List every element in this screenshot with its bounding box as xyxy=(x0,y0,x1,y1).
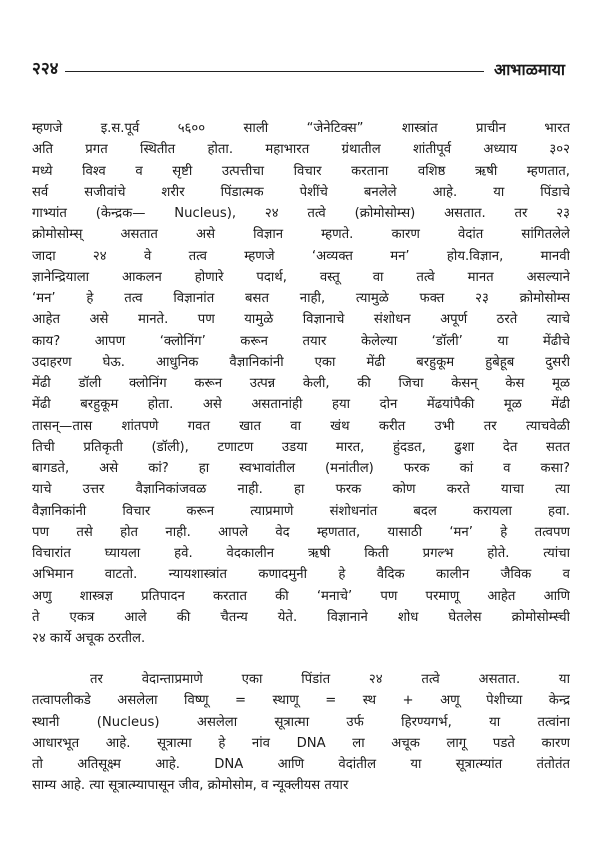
text-line: याचे उत्तर वैज्ञानिकांजवळ नाही. हा फरक कोण करते याचा त्या xyxy=(32,482,570,498)
text-line: ‘मन’ हे तत्व विज्ञानांत बसत नाही, त्यामुळे फक्त २३ क्रोमोसोम्स xyxy=(32,291,570,306)
text-line: मेंढी डॉली क्लोनिंग करून उत्पन्न केली, की जिचा केसन् केस मूळ xyxy=(32,376,570,391)
text-line: साम्य आहे. त्या सूत्रात्म्यापासून जीव, क्रोमोसोम, व न्यूक्लीयस तयार xyxy=(32,778,349,794)
text-line: तत्वापलीकडे असलेला विष्णू = स्थाणू = स्थ + अणू पेशीच्या केन्द्र xyxy=(32,693,570,709)
text-line: तासन्—तास शांतपणे गवत खात वा खंथ करीत उभी तर त्याचवेळी xyxy=(32,418,570,434)
text-line: म्हणजे इ.स.पूर्व ५६०० साली “जेनेटिक्स” शास्त्रांत प्राचीन भारत xyxy=(32,121,570,136)
text-line: तर वेदान्ताप्रमाणे एका पिंडांत २४ तत्वे असतात. या xyxy=(90,672,570,687)
text-line: क्रोमोसोम्स् असतात असे विज्ञान म्हणते. कारण वेदांत सांगितलेले xyxy=(32,227,570,243)
text-line: पण तसे होत नाही. आपले वेद म्हणतात, यासाठी ‘मन’ हे तत्वपण xyxy=(32,524,570,540)
text-line: काय? आपण ‘क्लोनिंग’ करून तयार केलेल्या ‘डॉली’ या मेंढीचे xyxy=(32,333,570,349)
text-line: सर्व सजीवांचे शरीर पिंडात्मक पेशींचे बनलेले आहे. या पिंडाचे xyxy=(32,184,570,200)
page-number: २२४ xyxy=(32,59,59,79)
text-line: आहेत असे मानते. पण यामुळे विज्ञानाचे संशोधन अपूर्ण ठरते त्याचे xyxy=(32,312,570,328)
text-line: उदाहरण घेऊ. आधुनिक वैज्ञानिकांनी एका मेंढी बरहुकूम हुबेहूब दुसरी xyxy=(32,354,570,370)
page-header xyxy=(32,52,565,78)
text-line: वैज्ञानिकांनी विचार करून त्याप्रमाणे संशोधनांत बदल करायला हवा. xyxy=(32,503,570,519)
text-line: आधारभूत आहे. सूत्रात्मा हे नांव DNA ला अचूक लागू पडते कारण xyxy=(32,735,570,751)
header-rule xyxy=(65,71,484,72)
text-line: २४ कार्ये अचूक ठरतील. xyxy=(32,631,146,646)
text-line: मध्ये विश्व व सृष्टी उत्पत्तीचा विचार करताना वशिष्ठ ऋषी म्हणतात, xyxy=(32,163,570,179)
text-line: मेंढी बरहुकूम होता. असे असतानांही हया दोन मेंढयांपैकी मूळ मेंढी xyxy=(32,397,570,413)
text-line: ते एकत्र आले की चैतन्य येते. विज्ञानाने शोध घेतलेस क्रोमोसोम्स्ची xyxy=(32,609,570,625)
text-line: अभिमान वाटतो. न्यायशास्त्रांत कणादमुनी हे वैदिक कालीन जैविक व xyxy=(32,567,570,583)
text-line: गाभ्यांत (केन्द्रक— Nucleus), २४ तत्वे (क्रोमोसोम्स) असतात. तर २३ xyxy=(32,206,570,221)
text-line: अणु शास्त्रज्ञ प्रतिपादन करतात की ‘मनाचे’ पण परमाणू आहेत आणि xyxy=(32,588,570,604)
text-line: स्थानी (Nucleus) असलेला सूत्रात्मा उर्फ हिरण्यगर्भ, या तत्वांना xyxy=(32,714,570,730)
text-line: तो अतिसूक्ष्म आहे. DNA आणि वेदांतील या सूत्रात्म्यांत तंतोतंत xyxy=(32,757,570,772)
paragraph-2 xyxy=(32,669,570,797)
running-head: आभाळमाया xyxy=(493,60,565,79)
text-line: जादा २४ वे तत्व म्हणजे ‘अव्यक्त मन’ होय.विज्ञान, मानवी xyxy=(32,248,570,264)
text-line: ज्ञानेन्द्रियाला आकलन होणारे पदार्थ, वस्तू वा तत्वे मानत असल्याने xyxy=(32,269,570,285)
text-line: विचारांत घ्यायला हवे. वेदकालीन ऋषी किती प्रगल्भ होते. त्यांचा xyxy=(32,546,570,561)
text-line: अति प्रगत स्थितीत होता. महाभारत ग्रंथातील शांतीपूर्व अध्याय ३०२ xyxy=(32,142,570,158)
text-line: बागडते, असे कां? हा स्वभावांतील (मनांतील) फरक कां व कसा? xyxy=(32,461,570,476)
paragraph-1 xyxy=(32,118,570,649)
text-line: तिची प्रतिकृती (डॉली), टणाटण उडया मारत, हुंदडत, ढुशा देत सतत xyxy=(32,439,570,455)
